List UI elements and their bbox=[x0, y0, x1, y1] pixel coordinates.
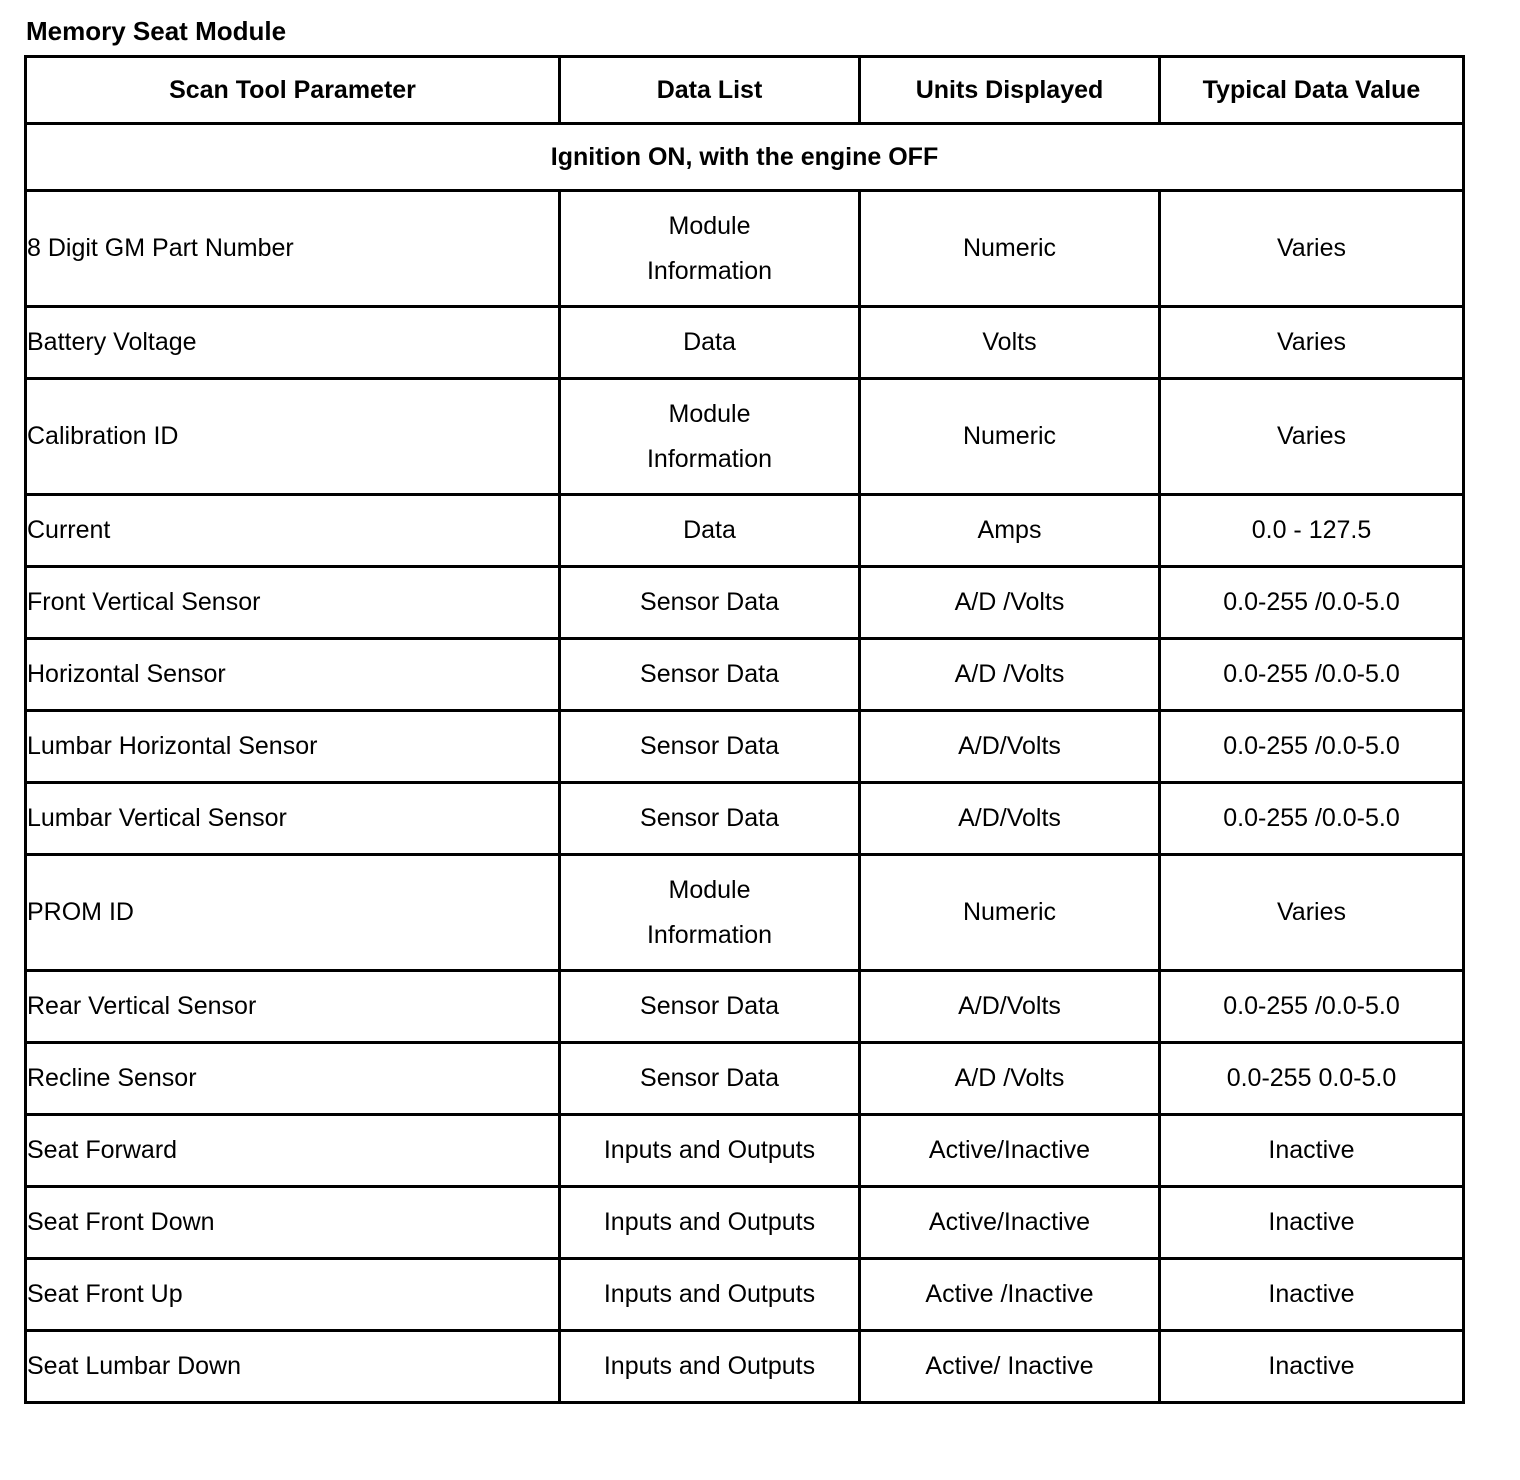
cell-parameter: Horizontal Sensor bbox=[26, 639, 560, 711]
cell-parameter: 8 Digit GM Part Number bbox=[26, 191, 560, 307]
cell-parameter: PROM ID bbox=[26, 855, 560, 971]
document-title: Memory Seat Module bbox=[26, 16, 287, 46]
cell-data-list: Module Information bbox=[560, 379, 860, 495]
cell-data-list: Sensor Data bbox=[560, 783, 860, 855]
cell-typical-value: Varies bbox=[1160, 191, 1464, 307]
cell-typical-value: 0.0-255 /0.0-5.0 bbox=[1160, 783, 1464, 855]
cell-typical-value: Varies bbox=[1160, 307, 1464, 379]
table-row bbox=[26, 1187, 1464, 1259]
section-row bbox=[26, 124, 1464, 191]
header-row bbox=[26, 57, 1464, 124]
cell-units: Active/Inactive bbox=[860, 1187, 1160, 1259]
cell-parameter: Recline Sensor bbox=[26, 1043, 560, 1115]
cell-data-list: Inputs and Outputs bbox=[560, 1259, 860, 1331]
cell-data-list: Sensor Data bbox=[560, 1043, 860, 1115]
table-row bbox=[26, 379, 1464, 495]
table-row bbox=[26, 1043, 1464, 1115]
cell-units: A/D /Volts bbox=[860, 639, 1160, 711]
cell-typical-value: Inactive bbox=[1160, 1259, 1464, 1331]
cell-parameter: Seat Front Up bbox=[26, 1259, 560, 1331]
table-row bbox=[26, 711, 1464, 783]
cell-parameter: Seat Lumbar Down bbox=[26, 1331, 560, 1403]
cell-units: Active/Inactive bbox=[860, 1115, 1160, 1187]
cell-units: A/D /Volts bbox=[860, 567, 1160, 639]
cell-parameter: Lumbar Horizontal Sensor bbox=[26, 711, 560, 783]
scan-tool-data-table bbox=[24, 55, 1465, 1404]
cell-units: Numeric bbox=[860, 191, 1160, 307]
cell-data-list: Data bbox=[560, 307, 860, 379]
cell-typical-value: 0.0-255 /0.0-5.0 bbox=[1160, 971, 1464, 1043]
cell-units: Active /Inactive bbox=[860, 1259, 1160, 1331]
cell-parameter: Battery Voltage bbox=[26, 307, 560, 379]
table-row bbox=[26, 1115, 1464, 1187]
cell-typical-value: 0.0-255 /0.0-5.0 bbox=[1160, 711, 1464, 783]
cell-typical-value: Varies bbox=[1160, 855, 1464, 971]
table-row bbox=[26, 567, 1464, 639]
cell-data-list: Inputs and Outputs bbox=[560, 1331, 860, 1403]
cell-data-list: Sensor Data bbox=[560, 711, 860, 783]
cell-data-list: Inputs and Outputs bbox=[560, 1115, 860, 1187]
cell-parameter: Calibration ID bbox=[26, 379, 560, 495]
header-typical-data-value: Typical Data Value bbox=[1160, 57, 1464, 124]
cell-units: Numeric bbox=[860, 855, 1160, 971]
cell-typical-value: 0.0-255 0.0-5.0 bbox=[1160, 1043, 1464, 1115]
cell-parameter: Seat Forward bbox=[26, 1115, 560, 1187]
table-row bbox=[26, 307, 1464, 379]
cell-units: A/D/Volts bbox=[860, 971, 1160, 1043]
cell-parameter: Front Vertical Sensor bbox=[26, 567, 560, 639]
cell-data-list: Inputs and Outputs bbox=[560, 1187, 860, 1259]
cell-data-list: Sensor Data bbox=[560, 971, 860, 1043]
cell-typical-value: Varies bbox=[1160, 379, 1464, 495]
table-row bbox=[26, 1331, 1464, 1403]
cell-data-list: Data bbox=[560, 495, 860, 567]
cell-units: Active/ Inactive bbox=[860, 1331, 1160, 1403]
cell-units: A/D /Volts bbox=[860, 1043, 1160, 1115]
cell-units: Numeric bbox=[860, 379, 1160, 495]
cell-units: Volts bbox=[860, 307, 1160, 379]
cell-typical-value: 0.0-255 /0.0-5.0 bbox=[1160, 639, 1464, 711]
cell-parameter: Seat Front Down bbox=[26, 1187, 560, 1259]
header-data-list: Data List bbox=[560, 57, 860, 124]
cell-typical-value: Inactive bbox=[1160, 1187, 1464, 1259]
cell-typical-value: 0.0 - 127.5 bbox=[1160, 495, 1464, 567]
header-units-displayed: Units Displayed bbox=[860, 57, 1160, 124]
cell-data-list: Sensor Data bbox=[560, 567, 860, 639]
table-row bbox=[26, 639, 1464, 711]
cell-data-list: Module Information bbox=[560, 191, 860, 307]
header-scan-tool-parameter: Scan Tool Parameter bbox=[26, 57, 560, 124]
cell-data-list: Module Information bbox=[560, 855, 860, 971]
cell-typical-value: 0.0-255 /0.0-5.0 bbox=[1160, 567, 1464, 639]
cell-parameter: Current bbox=[26, 495, 560, 567]
table-row bbox=[26, 495, 1464, 567]
cell-units: A/D/Volts bbox=[860, 783, 1160, 855]
table-row bbox=[26, 191, 1464, 307]
cell-typical-value: Inactive bbox=[1160, 1115, 1464, 1187]
cell-units: A/D/Volts bbox=[860, 711, 1160, 783]
table-row bbox=[26, 1259, 1464, 1331]
cell-typical-value: Inactive bbox=[1160, 1331, 1464, 1403]
section-label: Ignition ON, with the engine OFF bbox=[26, 124, 1464, 191]
table-row bbox=[26, 971, 1464, 1043]
cell-parameter: Rear Vertical Sensor bbox=[26, 971, 560, 1043]
table-row bbox=[26, 783, 1464, 855]
cell-parameter: Lumbar Vertical Sensor bbox=[26, 783, 560, 855]
cell-data-list: Sensor Data bbox=[560, 639, 860, 711]
cell-units: Amps bbox=[860, 495, 1160, 567]
table-row bbox=[26, 855, 1464, 971]
